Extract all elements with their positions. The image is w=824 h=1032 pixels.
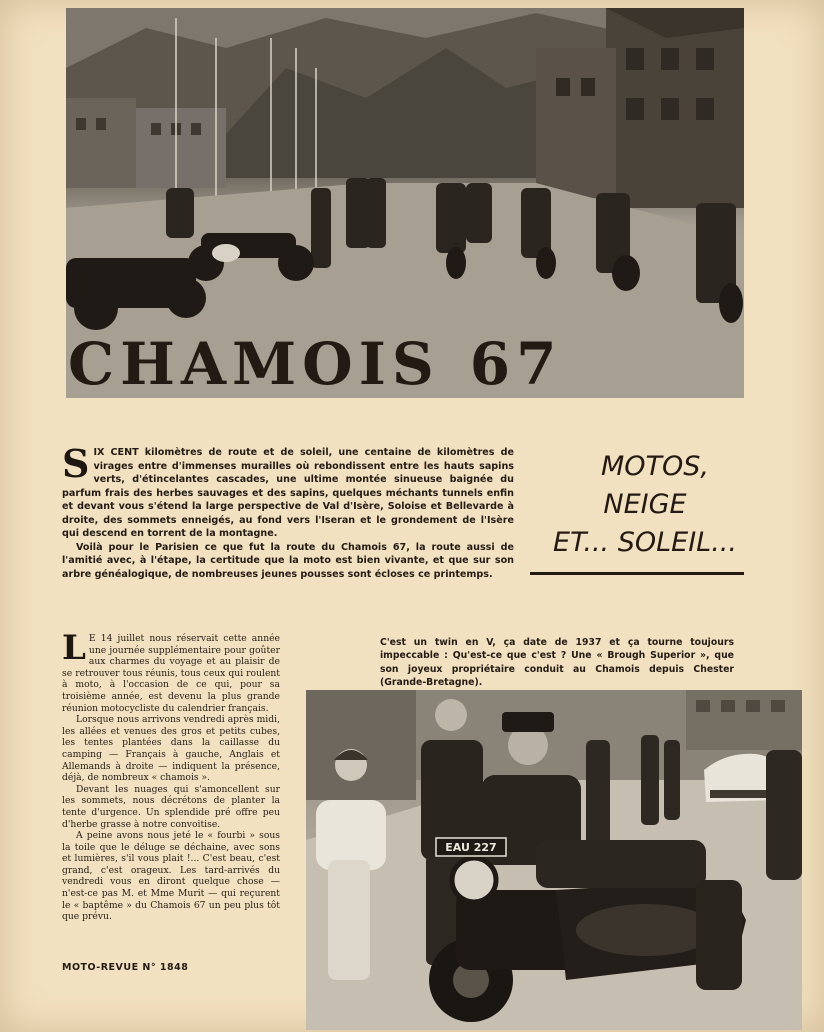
intro-paragraph-2: Voilà pour le Parisien ce que fut la route du Chamois 67, la route aussi de l'amitié avec, à l'étape, la certitude que la moto est bien vivante, et que sur son arbre généalogique, de nombreuses jeunes pousses sont écloses ce printemps. xyxy=(62,541,514,580)
license-plate: EAU 227 xyxy=(445,841,497,854)
magazine-footer: MOTO-REVUE N° 1848 xyxy=(62,962,189,973)
subtitle-line-3: ET... SOLEIL... xyxy=(553,527,737,558)
intro-paragraphs xyxy=(62,441,514,581)
body-dropcap: L xyxy=(62,628,86,668)
subtitle-line-1: MOTOS, xyxy=(600,451,709,482)
body-paragraph-4: A peine avons nous jeté le « fourbi » sous la toile que le déluge se déchaine, avec sons et lumières, s'il vous plait !... C'est beau, c'est grand, c'est orageux. Les tard-arrivés du vendredi vous en diront quelque chose — n'est-ce pas M. et Mme Murit — qui reçurent le « baptême » du Chamois 67 un peu plus tôt que prévu. xyxy=(62,830,280,923)
subtitle-block xyxy=(528,448,742,562)
body-paragraph-1 xyxy=(62,628,280,714)
subtitle-divider xyxy=(530,572,744,575)
sidecar-scene xyxy=(306,690,802,1030)
photo-caption: C'est un twin en V, ça date de 1937 et ça tourne toujours impeccable : Qu'est-ce que c'est ? Une « Brough Superior », que son joyeux propriétaire conduit au Chamois depuis Chester (Grande-Bretagne). xyxy=(380,637,734,688)
intro-text-1: IX CENT kilomètres de route et de soleil, une centaine de kilomètres de virages entre d'immenses murailles où rebondissent entre les hauts sapins verts, d'étincelantes cascades, une ultime montée sinueuse baignée du parfum frais des herbes sauvages et des sapins, quelques méchants tunnels enfin et devant vous s'étend la large perspective de Val d'Isère, Soloise et Bellevarde à droite, des sommets enneigés, au fond vers l'Iseran et le grondement de l'Isère qui descend en torrent de la montagne. xyxy=(62,447,514,539)
intro-dropcap: S xyxy=(62,441,90,486)
body-text-1: E 14 juillet nous réservait cette année une journée supplémentaire pour goûter aux charmes du voyage et au plaisir de se retrouver tous réunis, tous ceux qui roulent à moto, à l'occasion de ce qui, pour sa troisième année, est devenu la plus grande réunion motocycliste du calendrier français. xyxy=(62,633,280,714)
title-number: 67 xyxy=(469,330,563,398)
body-paragraph-2: Lorsque nous arrivons vendredi après midi, les allées et venues des gros et petits cubes, les tentes plantées dans la caillasse du camping — Français à gauche, Anglais et Allemands à droite — indiquent la présence, déjà, de nombreux « chamois ». xyxy=(62,714,280,784)
title-word: CHAMOIS xyxy=(68,330,440,398)
article-title xyxy=(68,330,562,398)
body-paragraph-3: Devant les nuages qui s'amoncellent sur les sommets, nous décrétons de planter la tente d'urgence. Un splendide pré offre peu d'herbe grasse à notre convoitise. xyxy=(62,783,280,830)
intro-paragraph-1 xyxy=(62,441,514,541)
body-column xyxy=(62,628,280,923)
bottom-photo-brough-superior xyxy=(306,690,802,1030)
subtitle-line-2: NEIGE xyxy=(603,489,687,520)
